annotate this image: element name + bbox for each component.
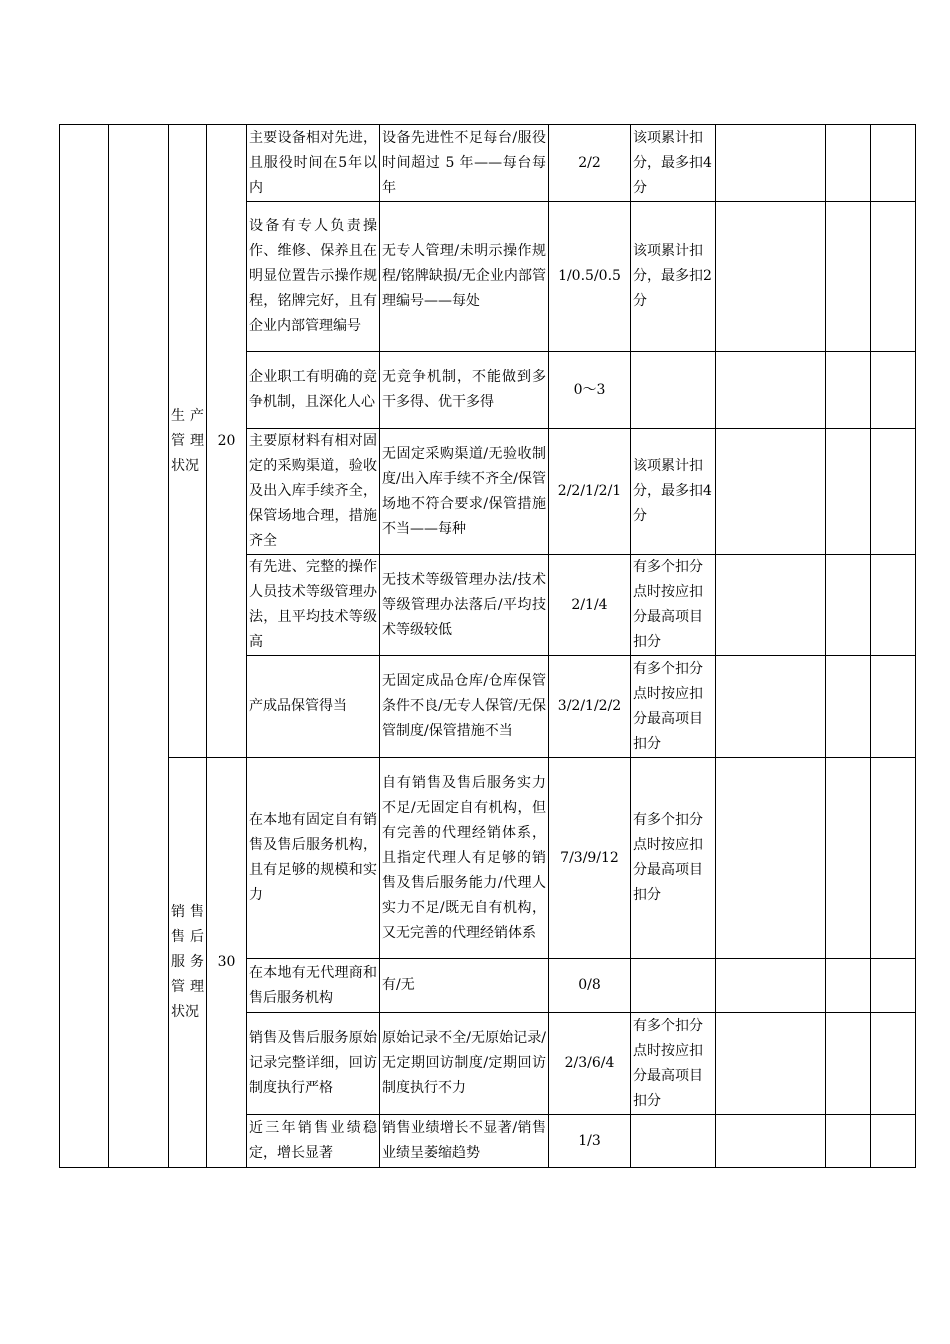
empty-cell <box>871 429 916 555</box>
blank-cell-b <box>109 125 169 1168</box>
deduction-basis-cell: 原始记录不全/无原始记录/无定期回访制度/定期回访制度执行不力 <box>380 1013 549 1115</box>
empty-cell <box>826 758 871 959</box>
empty-cell <box>716 758 826 959</box>
empty-cell <box>826 352 871 429</box>
empty-cell <box>871 656 916 758</box>
empty-cell <box>871 959 916 1013</box>
note-cell <box>631 352 716 429</box>
empty-cell <box>716 429 826 555</box>
empty-cell <box>716 1013 826 1115</box>
empty-cell <box>826 429 871 555</box>
note-cell: 该项累计扣分，最多扣2 分 <box>631 202 716 352</box>
deduction-basis-cell: 有/无 <box>380 959 549 1013</box>
empty-cell <box>716 656 826 758</box>
standard-cell: 产成品保管得当 <box>247 656 380 758</box>
empty-cell <box>716 555 826 656</box>
blank-cell-a <box>60 125 109 1168</box>
table-row <box>60 758 916 959</box>
empty-cell <box>871 758 916 959</box>
standard-cell: 有先进、完整的操作人员技术等级管理办法，且平均技术等级高 <box>247 555 380 656</box>
deduction-basis-cell: 销售业绩增长不显著/销售业绩呈萎缩趋势 <box>380 1115 549 1168</box>
empty-cell <box>826 1013 871 1115</box>
empty-cell <box>871 352 916 429</box>
deduction-basis-cell: 自有销售及售后服务实力不足/无固定自有机构，但有完善的代理经销体系，且指定代理人有足够的销售及售后服务能力/代理人实力不足/既无自有机构，又无完善的代理经销体系 <box>380 758 549 959</box>
empty-cell <box>871 555 916 656</box>
note-cell <box>631 1115 716 1168</box>
deduction-cell: 0/8 <box>549 959 631 1013</box>
points-cell: 20 <box>207 125 247 758</box>
empty-cell <box>826 555 871 656</box>
deduction-cell: 1/0.5/0.5 <box>549 202 631 352</box>
category-cell: 销售售后服务管理状况 <box>169 758 207 1168</box>
empty-cell <box>716 125 826 202</box>
empty-cell <box>826 656 871 758</box>
empty-cell <box>826 959 871 1013</box>
evaluation-table <box>59 124 916 1168</box>
standard-cell: 主要原材料有相对固定的采购渠道，验收及出入库手续齐全，保管场地合理，措施齐全 <box>247 429 380 555</box>
empty-cell <box>716 202 826 352</box>
standard-cell: 在本地有固定自有销售及售后服务机构，且有足够的规模和实力 <box>247 758 380 959</box>
empty-cell <box>871 1013 916 1115</box>
deduction-cell: 2/2 <box>549 125 631 202</box>
empty-cell <box>826 1115 871 1168</box>
empty-cell <box>871 202 916 352</box>
points-cell: 30 <box>207 758 247 1168</box>
empty-cell <box>826 125 871 202</box>
note-cell: 有多个扣分点时按应扣分最高项目扣分 <box>631 555 716 656</box>
deduction-basis-cell: 无技术等级管理办法/技术等级管理办法落后/平均技术等级较低 <box>380 555 549 656</box>
deduction-cell: 0～3 <box>549 352 631 429</box>
standard-cell: 近三年销售业绩稳定，增长显著 <box>247 1115 380 1168</box>
note-cell: 该项累计扣分，最多扣4 分 <box>631 125 716 202</box>
empty-cell <box>871 1115 916 1168</box>
deduction-cell: 1/3 <box>549 1115 631 1168</box>
note-cell: 有多个扣分点时按应扣分最高项目扣分 <box>631 1013 716 1115</box>
standard-cell: 设备有专人负责操作、维修、保养且在明显位置告示操作规程，铭牌完好，且有企业内部管理编号 <box>247 202 380 352</box>
deduction-basis-cell: 设备先进性不足每台/服役时间超过 5 年——每台每年 <box>380 125 549 202</box>
standard-cell: 在本地有无代理商和售后服务机构 <box>247 959 380 1013</box>
deduction-basis-cell: 无专人管理/未明示操作规程/铭牌缺损/无企业内部管理编号——每处 <box>380 202 549 352</box>
deduction-cell: 2/2/1/2/1 <box>549 429 631 555</box>
standard-cell: 企业职工有明确的竞争机制，且深化人心 <box>247 352 380 429</box>
deduction-cell: 2/1/4 <box>549 555 631 656</box>
deduction-basis-cell: 无固定采购渠道/无验收制度/出入库手续不齐全/保管场地不符合要求/保管措施不当——每种 <box>380 429 549 555</box>
empty-cell <box>716 1115 826 1168</box>
table-row <box>60 125 916 202</box>
empty-cell <box>826 202 871 352</box>
standard-cell: 销售及售后服务原始记录完整详细，回访制度执行严格 <box>247 1013 380 1115</box>
deduction-basis-cell: 无固定成品仓库/仓库保管条件不良/无专人保管/无保管制度/保管措施不当 <box>380 656 549 758</box>
deduction-cell: 7/3/9/12 <box>549 758 631 959</box>
deduction-basis-cell: 无竞争机制，不能做到多干多得、优干多得 <box>380 352 549 429</box>
deduction-cell: 2/3/6/4 <box>549 1013 631 1115</box>
category-cell: 生产管理状况 <box>169 125 207 758</box>
note-cell: 有多个扣分点时按应扣分最高项目扣分 <box>631 758 716 959</box>
empty-cell <box>716 959 826 1013</box>
note-cell: 有多个扣分点时按应扣分最高项目扣分 <box>631 656 716 758</box>
standard-cell: 主要设备相对先进，且服役时间在5年以内 <box>247 125 380 202</box>
note-cell <box>631 959 716 1013</box>
empty-cell <box>871 125 916 202</box>
note-cell: 该项累计扣分，最多扣4 分 <box>631 429 716 555</box>
deduction-cell: 3/2/1/2/2 <box>549 656 631 758</box>
empty-cell <box>716 352 826 429</box>
